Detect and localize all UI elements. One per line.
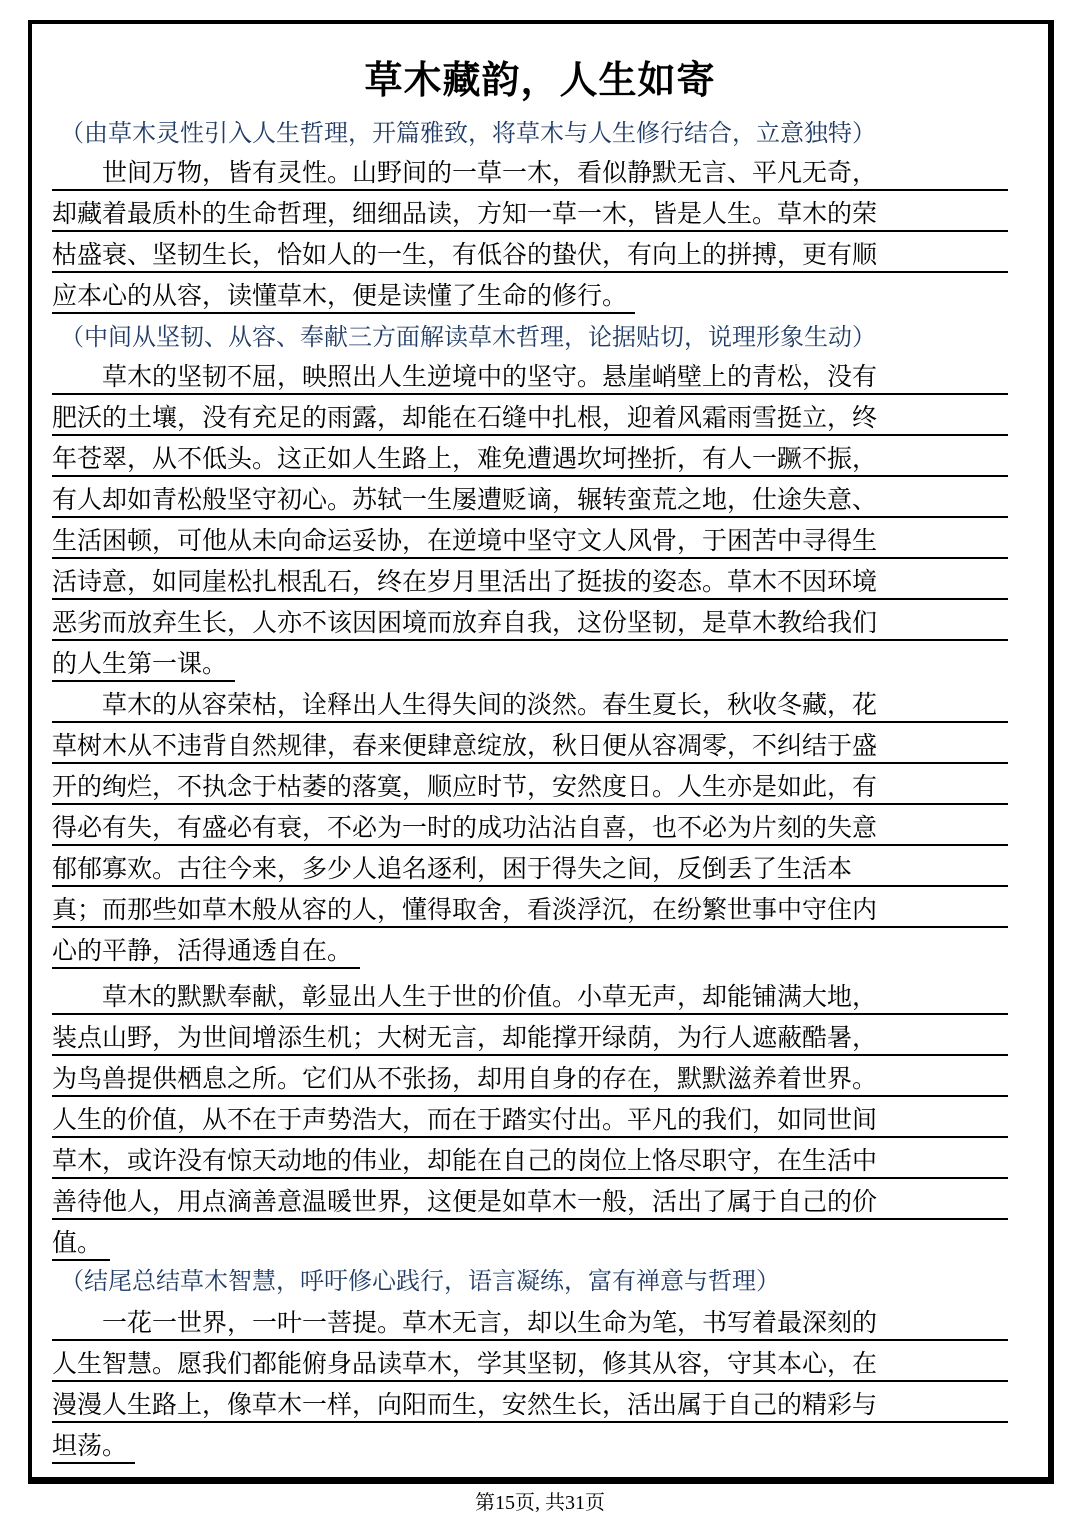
underline-rule <box>52 967 360 969</box>
paragraph-line: 漫漫人生路上，像草木一样，向阳而生，安然生长，活出属于自己的精彩与 <box>52 1390 878 1419</box>
underline-rule <box>52 230 1008 232</box>
paragraph-line: 值。 <box>52 1228 103 1257</box>
paragraph-line: 一花一世界，一叶一菩提。草木无言，却以生命为笔，书写着最深刻的 <box>52 1308 878 1337</box>
underline-rule <box>52 271 1008 273</box>
paragraph-line: 却藏着最质朴的生命哲理，细细品读，方知一草一木，皆是人生。草木的荣 <box>52 199 878 228</box>
paragraph-line: 恶劣而放弃生长，人亦不该因困境而放弃自我，这份坚韧，是草木教给我们 <box>52 608 878 637</box>
paragraph-line: 草树木从不违背自然规律，春来便肆意绽放，秋日便从容凋零，不纠结于盛 <box>52 731 878 760</box>
paragraph-line: 世间万物，皆有灵性。山野间的一草一木，看似静默无言、平凡无奇， <box>52 158 878 187</box>
paragraph-line: 草木，或许没有惊天动地的伟业，却能在自己的岗位上恪尽职守，在生活中 <box>52 1146 878 1175</box>
paragraph-line: 真；而那些如草木般从容的人，懂得取舍，看淡浮沉，在纷繁世事中守住内 <box>52 895 878 924</box>
paragraph-line: 装点山野，为世间增添生机；大树无言，却能撑开绿荫，为行人遮蔽酷暑， <box>52 1023 878 1052</box>
section-comment: （中间从坚韧、从容、奉献三方面解读草木哲理，论据贴切，说理形象生动） <box>60 323 876 351</box>
paragraph-line: 草木的坚韧不屈，映照出人生逆境中的坚守。悬崖峭壁上的青松，没有 <box>52 362 878 391</box>
paragraph-line: 肥沃的土壤，没有充足的雨露，却能在石缝中扎根，迎着风霜雨雪挺立，终 <box>52 403 878 432</box>
paragraph-line: 为鸟兽提供栖息之所。它们从不张扬，却用自身的存在，默默滋养着世界。 <box>52 1064 878 1093</box>
paragraph-line: 郁郁寡欢。古往今来，多少人追名逐利，困于得失之间，反倒丢了生活本 <box>52 854 853 883</box>
section-comment: （结尾总结草木智慧，呼吁修心践行，语言凝练，富有禅意与哲理） <box>60 1267 780 1295</box>
underline-rule <box>52 1054 1008 1056</box>
underline-rule <box>52 312 635 314</box>
underline-rule <box>52 1136 1008 1138</box>
underline-rule <box>52 1462 135 1464</box>
paragraph-line: 生活困顿，可他从未向命运妥协，在逆境中坚守文人风骨，于困苦中寻得生 <box>52 526 878 555</box>
paragraph-line: 的人生第一课。 <box>52 649 228 678</box>
underline-rule <box>52 926 1008 928</box>
underline-rule <box>52 762 1008 764</box>
paragraph-line: 开的绚烂，不执念于枯萎的落寞，顺应时节，安然度日。人生亦是如此，有 <box>52 772 878 801</box>
underline-rule <box>52 1177 1008 1179</box>
underline-rule <box>52 721 1008 723</box>
paragraph-line: 人生的价值，从不在于声势浩大，而在于踏实付出。平凡的我们，如同世间 <box>52 1105 878 1134</box>
paragraph-line: 得必有失，有盛必有衰，不必为一时的成功沾沾自喜，也不必为片刻的失意 <box>52 813 878 842</box>
paragraph-line: 活诗意，如同崖松扎根乱石，终在岁月里活出了挺拔的姿态。草木不因环境 <box>52 567 878 596</box>
underline-rule <box>52 557 1008 559</box>
underline-rule <box>52 1013 1008 1015</box>
underline-rule <box>52 434 1008 436</box>
underline-rule <box>52 598 1008 600</box>
paragraph-line: 应本心的从容，读懂草木，便是读懂了生命的修行。 <box>52 281 628 310</box>
underline-rule <box>52 189 1008 191</box>
underline-rule <box>52 1421 1008 1423</box>
page-number: 第15页, 共31页 <box>475 1492 605 1514</box>
underline-rule <box>52 803 1008 805</box>
underline-rule <box>52 1380 1008 1382</box>
paragraph-line: 草木的默默奉献，彰显出人生于世的价值。小草无声，却能铺满大地， <box>52 982 878 1011</box>
paragraph-line: 人生智慧。愿我们都能俯身品读草木，学其坚韧，修其从容，守其本心，在 <box>52 1349 878 1378</box>
underline-rule <box>52 885 1008 887</box>
section-comment: （由草木灵性引入人生哲理，开篇雅致，将草木与人生修行结合，立意独特） <box>60 119 876 147</box>
underline-rule <box>52 639 1008 641</box>
underline-rule <box>52 393 1008 395</box>
paragraph-line: 善待他人，用点滴善意温暖世界，这便是如草木一般，活出了属于自己的价 <box>52 1187 878 1216</box>
underline-rule <box>52 1095 1008 1097</box>
underline-rule <box>52 516 1008 518</box>
underline-rule <box>52 1218 1008 1220</box>
paragraph-line: 枯盛衰、坚韧生长，恰如人的一生，有低谷的蛰伏，有向上的拼搏，更有顺 <box>52 240 878 269</box>
underline-rule <box>52 1339 1008 1341</box>
paragraph-line: 心的平静，活得通透自在。 <box>52 936 353 965</box>
underline-rule <box>52 1259 110 1261</box>
paragraph-line: 草木的从容荣枯，诠释出人生得失间的淡然。春生夏长，秋收冬藏，花 <box>52 690 878 719</box>
underline-rule <box>52 475 1008 477</box>
essay-title: 草木藏韵，人生如寄 <box>364 58 716 102</box>
paragraph-line: 年苍翠，从不低头。这正如人生路上，难免遭遇坎坷挫折，有人一蹶不振， <box>52 444 878 473</box>
underline-rule <box>52 844 1008 846</box>
paragraph-line: 坦荡。 <box>52 1431 128 1460</box>
paragraph-line: 有人却如青松般坚守初心。苏轼一生屡遭贬谪，辗转蛮荒之地，仕途失意、 <box>52 485 878 514</box>
underline-rule <box>52 680 235 682</box>
